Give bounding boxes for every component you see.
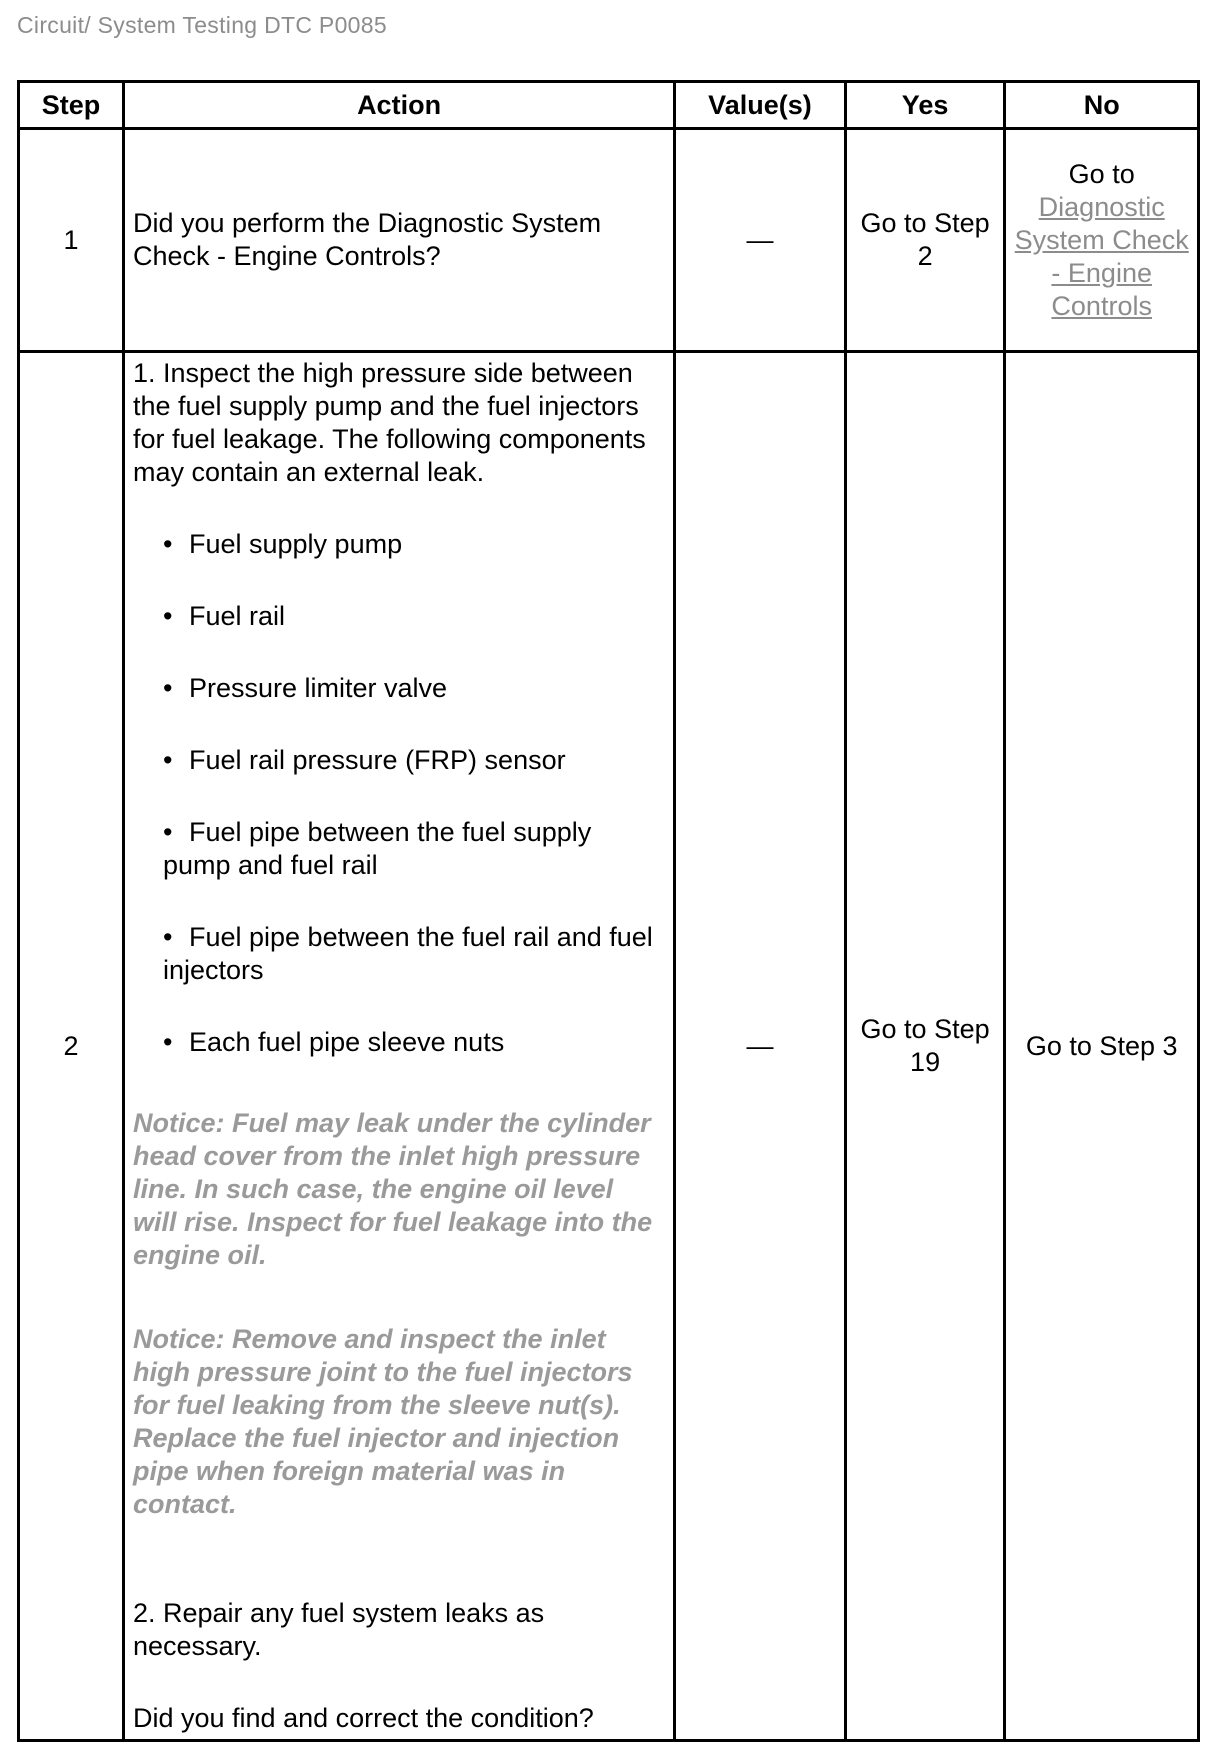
notice-inspect-joint: Notice: Remove and inspect the inlet high pressure joint to the fuel injectors for fuel leaking from the sleeve nut(s). Replace the fuel injector and injection pipe when foreign material was in contact. <box>132 1324 633 1519</box>
diagnostic-system-check-link[interactable]: Diagnostic System Check - Engine Controls <box>1014 191 1189 321</box>
header-no: No <box>1005 82 1199 129</box>
no-prefix: Go to <box>1068 158 1135 189</box>
step-number: 2 <box>19 352 124 1741</box>
instruction-repair: 2. Repair any fuel system leaks as necessary. <box>132 1598 545 1661</box>
instruction-inspect: 1. Inspect the high pressure side between the fuel supply pump and the fuel injectors for fuel leakage. The following components may contain an external leak. <box>132 358 646 487</box>
header-step: Step <box>19 82 124 129</box>
notice-fuel-leak-oil: Notice: Fuel may leak under the cylinder head cover from the inlet high pressure line. In such case, the engine oil level will rise. Inspect for fuel leakage into the engine oil. <box>132 1108 653 1270</box>
list-item: • Fuel rail pressure (FRP) sensor <box>163 744 663 777</box>
yes-link: Go to Step 19 <box>845 352 1005 1741</box>
value-cell: — <box>675 129 846 352</box>
list-item: • Fuel pipe between the fuel supply pump and fuel rail <box>163 816 663 882</box>
action-text: Did you perform the Diagnostic System Check - Engine Controls? <box>123 129 674 352</box>
question-text: Did you find and correct the condition? <box>132 1703 594 1733</box>
component-list <box>133 528 663 1059</box>
table-row <box>19 352 1199 1741</box>
table-header-row <box>19 82 1199 129</box>
table-row <box>19 129 1199 352</box>
no-cell <box>1005 129 1199 352</box>
list-item: • Fuel pipe between the fuel rail and fuel injectors <box>163 921 663 987</box>
list-item: • Fuel rail <box>163 600 663 633</box>
diagnostic-table <box>17 80 1200 1742</box>
page-title: Circuit/ System Testing DTC P0085 <box>17 12 387 38</box>
step-number: 1 <box>19 129 124 352</box>
list-item: • Pressure limiter valve <box>163 672 663 705</box>
header-values: Value(s) <box>675 82 846 129</box>
list-item: • Fuel supply pump <box>163 528 663 561</box>
yes-link: Go to Step 2 <box>845 129 1005 352</box>
no-link: Go to Step 3 <box>1005 352 1199 1741</box>
value-cell: — <box>675 352 846 1741</box>
action-cell <box>123 352 674 1741</box>
header-yes: Yes <box>845 82 1005 129</box>
list-item: • Each fuel pipe sleeve nuts <box>163 1026 663 1059</box>
header-action: Action <box>123 82 674 129</box>
